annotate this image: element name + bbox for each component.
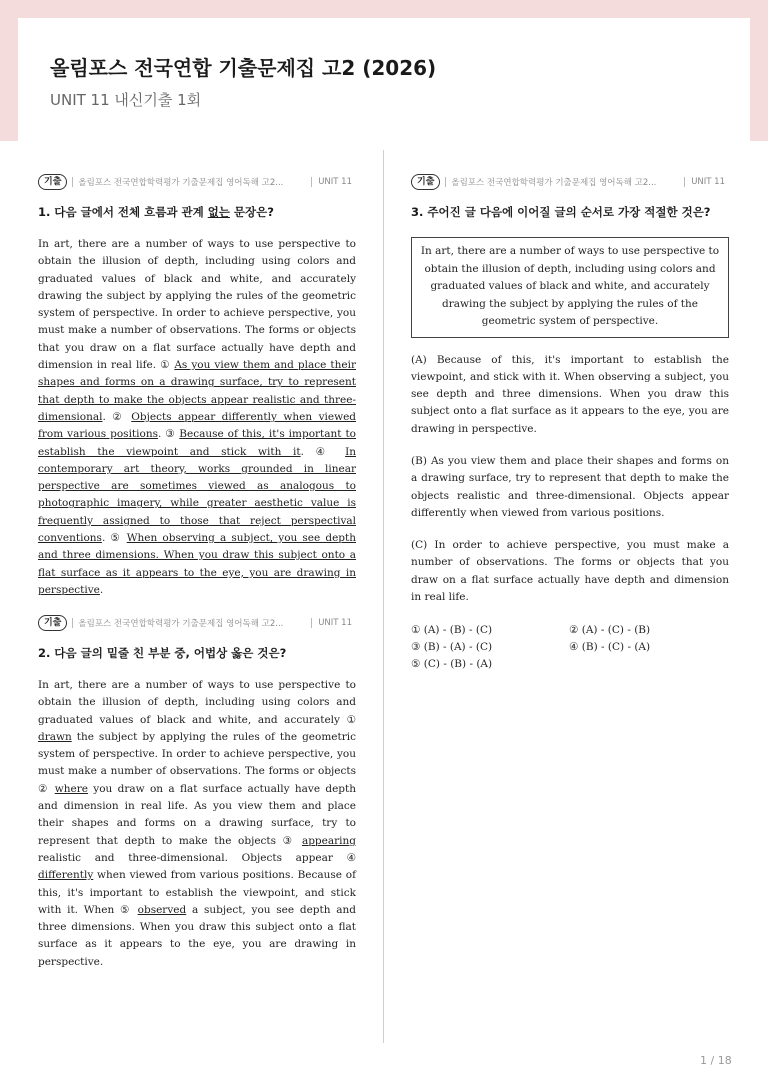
underlined-sentence: Because of this, it's important to establish the viewpoint and stick with it — [38, 428, 356, 458]
passage-text: a subject, you see depth and three dimensions. When you draw this subject onto a flat surface as it appears to the eye, you are drawing in perspective. — [38, 903, 356, 968]
answer-choices — [411, 622, 729, 673]
question-3 — [411, 173, 729, 673]
unit-label: UNIT 11 — [684, 177, 725, 187]
passage-text: In art, there are a number of ways to use perspective to obtain the illusion of depth, including using colors and graduated values of black and white, and accurately drawing the subject by applying the rules of the geometric system of perspective. In order to achieve perspective, you must make a number of observations. The forms or objects that you draw on a flat surface actually have depth and dimension in real life. — [38, 238, 356, 372]
sentence-marker: ② — [112, 410, 125, 423]
underlined-sentence: As you view them and place their shapes and forms on a drawing surface, try to represent that depth to make the objects appear realistic and three-dimensional — [38, 359, 356, 423]
source-text: 올림포스 전국연합학력평가 기출문제집 영어독해 고2... — [451, 178, 657, 188]
passage-text: you draw on a flat surface actually have depth and dimension in real life. As you view them and place their shapes and forms on a drawing surface, try to represent that depth to make the objects — [38, 782, 356, 847]
question-1 — [38, 173, 356, 599]
document-title: 올림포스 전국연합 기출문제집 고2 (2026) — [50, 56, 437, 80]
title-text: 1. 다음 글에서 전체 흐름과 관계 — [38, 205, 208, 219]
underlined-sentence: Objects appear differently when viewed from various positions — [38, 410, 357, 441]
source-tag-row — [38, 173, 356, 191]
tag-separator — [445, 177, 446, 187]
passage: In art, there are a number of ways to use perspective to obtain the illusion of depth, including using colors and graduated values of black and white, and accurately drawing the subject by applying the rules of the geometric system of perspective. In order to achieve perspective, you must make a number of observations. The forms or objects that you draw on a flat surface actually have depth and dimension in real life. ① As you view them and place their shapes and forms on a drawing surface, try to represent that depth to make the objects appear realistic and three-dimensional. ② Objects appear differently when viewed from various positions. ③ Because of this, it's important to establish the viewpoint and stick with it. ④ In contemporary art theory, works grounded in linear perspective are sometimes viewed as analogous to photographic imagery, while greater aesthetic value is frequently assigned to those that reject perspectival conventions. ⑤ When observing a subject, you see depth and three dimensions. When you draw this subject onto a flat surface as it appears to the eye, you are drawing in perspective. — [38, 238, 357, 596]
underlined-word: observed — [137, 903, 187, 916]
sentence-marker: ⑤ — [110, 532, 122, 545]
sentence-marker: ④ — [315, 445, 334, 458]
question-title: 3. 주어진 글 다음에 이어질 글의 순서로 가장 적절한 것은? — [411, 205, 711, 219]
choice-1[interactable]: ① (A) - (B) - (C) — [411, 624, 493, 637]
underlined-sentence: When observing a subject, you see depth and three dimensions. When you draw this subject onto a flat surface as it appears to the eye, you are drawing in perspective — [38, 532, 356, 596]
sentence-marker: ① — [160, 359, 171, 372]
choice-5[interactable]: ⑤ (C) - (B) - (A) — [411, 658, 493, 671]
title-text: 문장은? — [229, 205, 274, 219]
source-text: 올림포스 전국연합학력평가 기출문제집 영어독해 고2... — [78, 178, 284, 188]
paragraph-c: (C) In order to achieve perspective, you must make a number of observations. The forms or objects that you draw on a flat surface actually have depth and dimension in real life. — [411, 539, 729, 604]
document-subtitle: UNIT 11 내신기출 1회 — [50, 91, 202, 109]
page-number: 1 / 18 — [700, 1054, 732, 1067]
source-tag-row — [38, 614, 356, 632]
column-divider — [383, 150, 384, 1043]
source-badge: 기출 — [38, 174, 67, 190]
question-2 — [38, 614, 356, 971]
choice-3[interactable]: ③ (B) - (A) - (C) — [411, 641, 493, 654]
blank-marker: ⑤ — [120, 903, 132, 916]
paragraph-a: (A) Because of this, it's important to establish the viewpoint, and stick with it. When observing a subject, you see depth and three dimensions. When you draw this subject onto a flat surface as it appears to the eye, you are drawing in perspective. — [411, 353, 729, 435]
unit-label: UNIT 11 — [311, 618, 352, 628]
passage-text: the subject by applying the rules of the geometric system of perspective. In order to achieve perspective, you must make a number of observations. The forms or objects — [38, 730, 356, 778]
sentence-marker: ③ — [165, 428, 176, 441]
tag-separator — [72, 177, 73, 187]
underlined-word: drawn — [38, 730, 72, 743]
underlined-word: where — [54, 782, 88, 795]
passage-text: realistic and three-dimensional. Objects appear — [38, 851, 347, 864]
passage-text: In art, there are a number of ways to use perspective to obtain the illusion of depth, including using colors and graduated values of black and white, and accurately — [38, 679, 356, 726]
question-title — [38, 204, 356, 220]
given-passage-box: In art, there are a number of ways to use perspective to obtain the illusion of depth, including using colors and graduated values of black and white, and accurately drawing the subject by applying the rules of the geometric system of perspective. — [411, 237, 729, 338]
source-tag-row — [411, 173, 729, 191]
blank-marker: ① — [346, 713, 356, 726]
passage-text: when viewed from various positions. Because of this, it's important to establish the viewpoint, and stick with it. When — [38, 869, 356, 916]
paragraph-b: (B) As you view them and place their shapes and forms on a drawing surface, try to represent that depth to make the objects realistic and three-dimensional. Objects appear differently when viewed from various positions. — [411, 454, 729, 519]
passage — [38, 677, 356, 971]
source-badge: 기출 — [38, 615, 67, 631]
choice-2[interactable]: ② (A) - (C) - (B) — [569, 624, 651, 637]
source-text: 올림포스 전국연합학력평가 기출문제집 영어독해 고2... — [78, 619, 284, 629]
question-title: 2. 다음 글의 밑줄 친 부분 중, 어법상 옳은 것은? — [38, 646, 287, 660]
underlined-word: appearing — [301, 834, 356, 847]
source-badge: 기출 — [411, 174, 440, 190]
underlined-sentence: In contemporary art theory, works grounded in linear perspective are sometimes viewed as analogous to photographic imagery, while greater aesthetic value is frequently assigned to those that reject perspectival conventions — [38, 445, 356, 545]
tag-separator — [72, 618, 73, 628]
title-emphasis: 없는 — [207, 205, 230, 219]
unit-label: UNIT 11 — [311, 177, 352, 187]
blank-marker: ④ — [346, 851, 356, 864]
blank-marker: ② — [38, 782, 50, 795]
blank-marker: ③ — [282, 834, 296, 847]
underlined-word: differently — [38, 869, 94, 882]
choice-4[interactable]: ④ (B) - (C) - (A) — [569, 641, 651, 654]
